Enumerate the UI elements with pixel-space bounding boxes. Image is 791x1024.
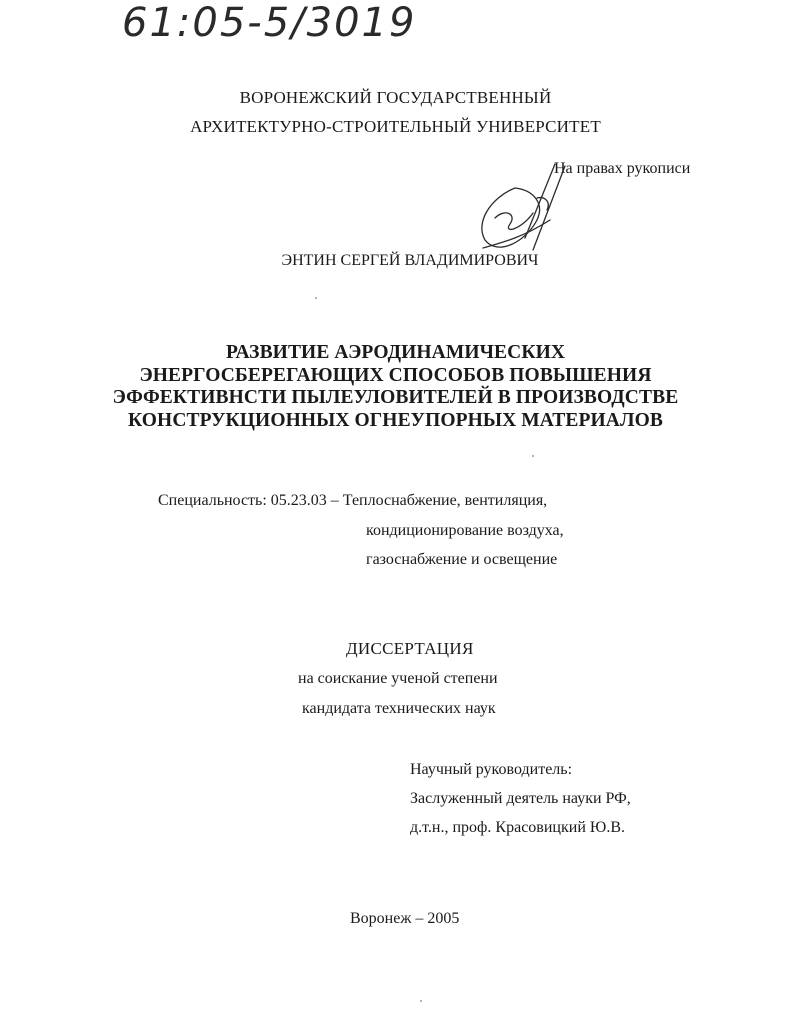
dissertation-degree-line-2: кандидата технических наук [302, 700, 496, 717]
university-line-1: ВОРОНЕЖСКИЙ ГОСУДАРСТВЕННЫЙ [239, 88, 552, 107]
archive-code: 61:05-5/3019 [122, 0, 417, 46]
place-year: Воронеж – 2005 [350, 910, 460, 927]
scan-speck [315, 297, 317, 299]
supervisor-title: Заслуженный деятель науки РФ, [410, 790, 631, 807]
supervisor-label: Научный руководитель: [410, 761, 573, 778]
specialty-line-3: газоснабжение и освещение [366, 551, 558, 568]
scan-speck [532, 455, 534, 457]
supervisor-name: д.т.н., проф. Красовицкий Ю.В. [410, 819, 625, 836]
scan-speck [420, 1000, 422, 1002]
author-name: ЭНТИН СЕРГЕЙ ВЛАДИМИРОВИЧ [281, 252, 539, 269]
dissertation-heading: ДИССЕРТАЦИЯ [346, 639, 474, 658]
dissertation-title [0, 342, 791, 432]
title-line-1: РАЗВИТИЕ АЭРОДИНАМИЧЕСКИХ [225, 342, 566, 363]
manuscript-rights: На правах рукописи [554, 160, 691, 177]
specialty-line-1: Специальность: 05.23.03 – Теплоснабжение, вентиляция, [158, 492, 548, 509]
title-line-3: ЭФФЕКТИВНСТИ ПЫЛЕУЛОВИТЕЛЕЙ В ПРОИЗВОДСТВЕ [112, 387, 679, 408]
title-line-4: КОНСТРУКЦИОННЫХ ОГНЕУПОРНЫХ МАТЕРИАЛОВ [128, 409, 663, 431]
university-line-2: АРХИТЕКТУРНО-СТРОИТЕЛЬНЫЙ УНИВЕРСИТЕТ [190, 117, 601, 136]
dissertation-degree-line-1: на соискание ученой степени [298, 670, 498, 687]
specialty-line-2: кондиционирование воздуха, [366, 522, 564, 539]
title-line-2: ЭНЕРГОСБЕРЕГАЮЩИХ СПОСОБОВ ПОВЫШЕНИЯ [139, 364, 652, 386]
